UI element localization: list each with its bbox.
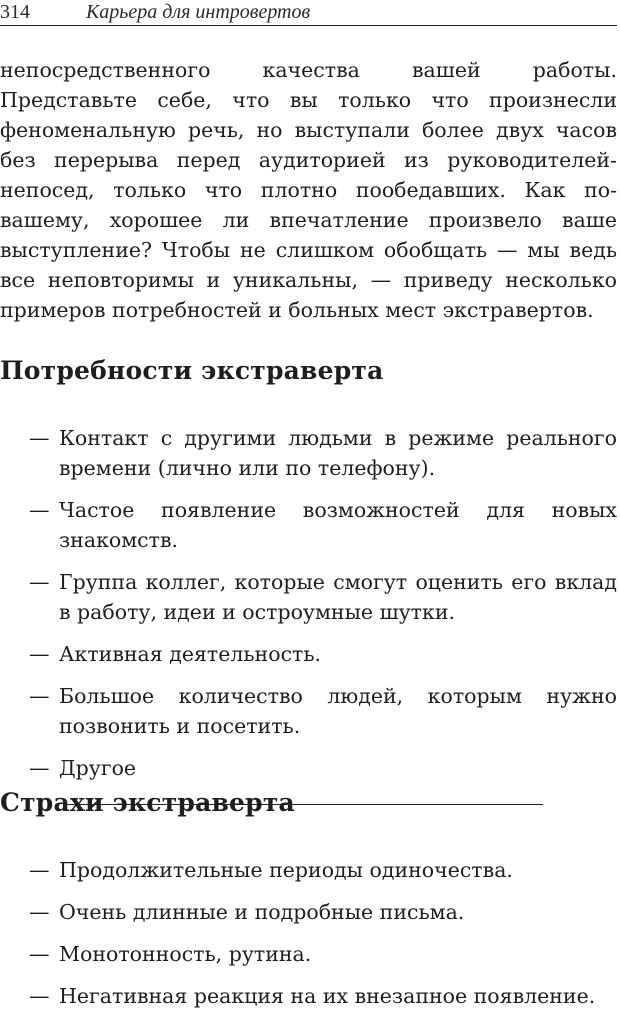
dash-marker: — (29, 900, 50, 924)
dash-marker: — (29, 984, 50, 1008)
list-item (0, 639, 617, 669)
dash-marker: — (29, 498, 50, 522)
dash-marker: — (29, 642, 50, 666)
list-item (0, 855, 617, 885)
needs-list (0, 423, 617, 825)
list-item-text: Негативная реакция на их внезапное появление. (59, 984, 596, 1008)
list-item-text: Очень длинные и подробные письма. (59, 900, 465, 924)
section-heading-needs: Потребности экстраверта (0, 356, 384, 385)
list-item-text: Контакт с другими людьми в режиме реального времени (лично или по телефону). (59, 426, 617, 480)
list-item (0, 981, 617, 1011)
section-heading-fears: Страхи экстраверта (0, 788, 295, 817)
dash-marker: — (29, 684, 50, 708)
list-item-text: Продолжительные периоды одиночества. (59, 858, 513, 882)
dash-marker: — (29, 570, 50, 594)
list-item (0, 897, 617, 927)
dash-marker: — (29, 858, 50, 882)
dash-marker: — (29, 426, 50, 450)
list-item-text: Монотонность, рутина. (59, 942, 312, 966)
dash-marker: — (29, 756, 50, 780)
list-item (0, 939, 617, 969)
list-item-text: Другое (59, 756, 137, 780)
running-header (0, 0, 617, 26)
running-title: Карьера для интровертов (86, 1, 311, 23)
list-item-text: Частое появление возможностей для новых знакомств. (59, 498, 617, 552)
list-item (0, 681, 617, 741)
list-item (0, 495, 617, 555)
body-paragraph: непосредственного качества вашей работы. Представьте себе, что вы только что произнесли феноменальную речь, но выступали более двух часов без перерыва перед аудиторией из руководителей-непосед, только что плотно пообедавших. Как по-вашему, хорошее ли впечатление произвело ваше выступление? Чтобы не слишком обобщать — мы ведь все неповторимы и уникальны, — приведу несколько примеров потребностей и больных мест экстравертов. (0, 58, 617, 322)
list-item (0, 567, 617, 627)
list-item (0, 423, 617, 483)
page-number: 314 (0, 1, 30, 23)
fears-list (0, 855, 617, 1023)
list-item-text: Группа коллег, которые смогут оценить его вклад в работу, идеи и остроумные шутки. (59, 570, 617, 624)
dash-marker: — (29, 942, 50, 966)
list-item-text: Большое количество людей, которым нужно позвонить и посетить. (59, 684, 617, 738)
list-item-text: Активная деятельность. (59, 642, 322, 666)
